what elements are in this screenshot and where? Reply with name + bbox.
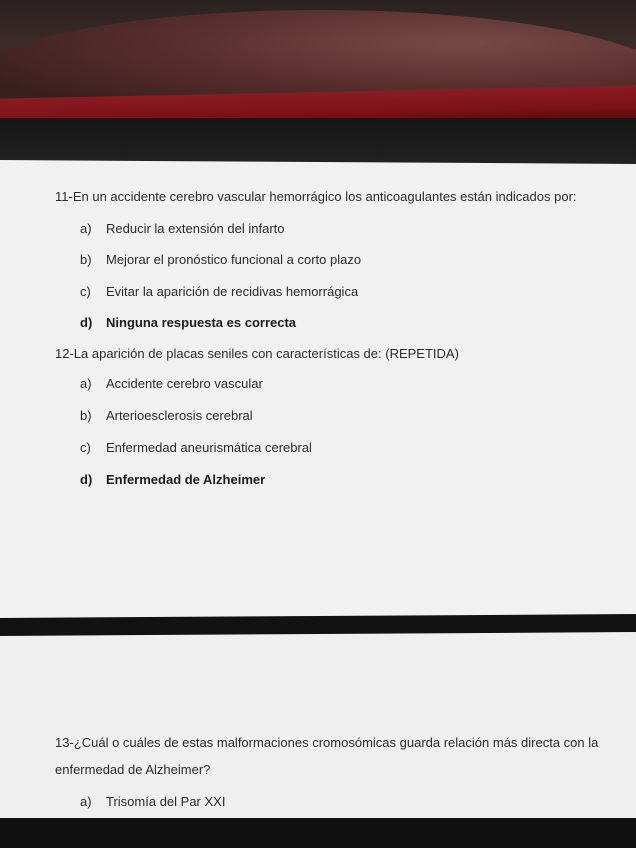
option-text: Arterioesclerosis cerebral xyxy=(106,408,253,423)
option-12-d xyxy=(80,472,265,487)
option-text: Trisomía del Par XXI xyxy=(106,794,226,809)
option-label: a) xyxy=(80,376,92,391)
option-label: c) xyxy=(80,284,91,299)
option-text: Reducir la extensión del infarto xyxy=(106,221,285,236)
option-11-b xyxy=(80,252,361,267)
option-text: Enfermedad de Alzheimer xyxy=(106,472,266,487)
option-label: d) xyxy=(80,315,93,330)
option-label: d) xyxy=(80,472,93,487)
question-13-title-line-2: enfermedad de Alzheimer? xyxy=(55,762,211,777)
option-text: Accidente cerebro vascular xyxy=(106,376,263,391)
option-text: Mejorar el pronóstico funcional a corto plazo xyxy=(106,252,362,267)
option-13-a xyxy=(80,794,225,809)
option-12-a xyxy=(80,376,263,391)
question-13-title-line-1: 13-¿Cuál o cuáles de estas malformaciones cromosómicas guarda relación más directa con la xyxy=(55,735,599,750)
option-label: a) xyxy=(80,221,92,236)
background-photo xyxy=(0,0,636,128)
monitor-bottom-bezel xyxy=(0,818,636,848)
option-11-d xyxy=(80,315,296,330)
option-text: Evitar la aparición de recidivas hemorrágica xyxy=(106,284,359,299)
option-text: Enfermedad aneurismática cerebral xyxy=(106,440,312,455)
question-11-title: 11-En un accidente cerebro vascular hemorrágico los anticoagulantes están indicados por: xyxy=(55,189,577,204)
option-11-c xyxy=(80,284,358,299)
option-12-c xyxy=(80,440,312,455)
option-11-a xyxy=(80,221,285,236)
option-label: a) xyxy=(80,794,92,809)
option-text: Ninguna respuesta es correcta xyxy=(106,315,297,330)
option-label: b) xyxy=(80,252,92,267)
option-12-b xyxy=(80,408,253,423)
option-label: b) xyxy=(80,408,92,423)
option-label: c) xyxy=(80,440,91,455)
question-12-title: 12-La aparición de placas seniles con características de: (REPETIDA) xyxy=(55,346,459,361)
